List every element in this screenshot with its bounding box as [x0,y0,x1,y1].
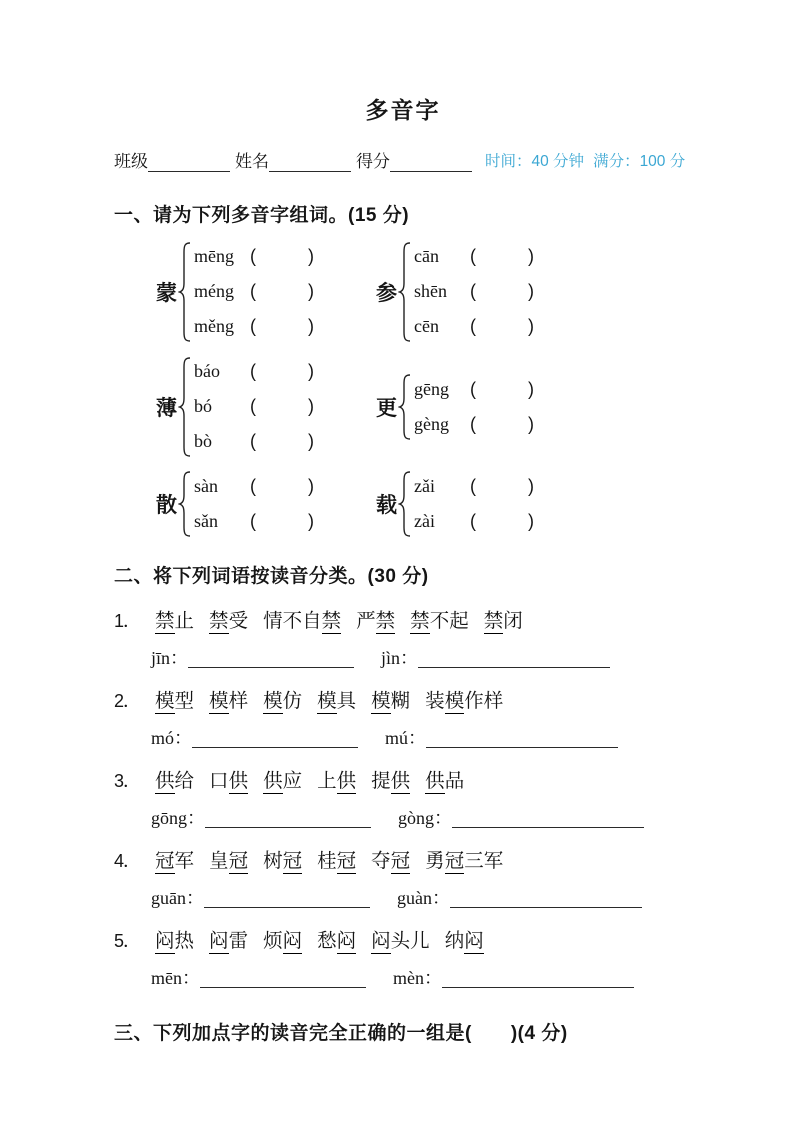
classification-items [114,605,692,988]
answer-line [151,968,692,988]
polyphone-group [376,372,692,442]
answer-paren-open: ( [250,396,256,416]
reading-row [194,239,314,274]
underlined-char: 禁 [155,610,175,632]
answer-paren-close: ) [528,511,534,531]
classification-item [114,765,692,828]
word [356,605,395,633]
answer-paren-open: ( [250,361,256,381]
reading-row [194,469,314,504]
underlined-char: 闷 [155,930,175,952]
word [263,685,302,713]
pinyin-label: mú： [385,728,427,748]
char: 烦 [263,930,283,952]
classification-item [114,845,692,908]
pinyin-reading: měng [194,316,234,336]
char: 皇 [209,850,229,872]
underlined-char: 模 [371,690,391,712]
word [209,845,248,873]
student-info-row [114,151,692,172]
underlined-char: 闷 [464,930,484,952]
readings-column [414,469,534,539]
pinyin-reading: zài [414,511,435,531]
word [484,605,523,633]
polyphone-group [376,469,692,539]
char: 具 [336,690,357,712]
underlined-char: 模 [209,690,229,712]
underlined-char: 冠 [228,850,249,872]
char: 样 [483,690,504,712]
char: 应 [282,770,303,792]
answer-paren-open: ( [250,246,256,266]
char: 热 [174,930,195,952]
pinyin-reading: bò [194,431,212,451]
pinyin-label: jìn： [381,648,419,668]
pinyin-label: jīn： [151,648,189,668]
word [425,765,464,793]
answer-paren-close: ) [308,511,314,531]
word [371,845,410,873]
answer-paren-close: ) [308,396,314,416]
underlined-char: 闷 [282,930,303,952]
answer-paren-open: ( [470,511,476,531]
score-blank [390,152,472,172]
pinyin-reading: cān [414,246,439,266]
polyphone-character: 蒙 [156,281,177,305]
answer-blank [418,650,610,668]
underlined-char: 供 [263,770,283,792]
polyphone-groups-grid [156,239,692,539]
underlined-char: 闷 [209,930,229,952]
reading-row [414,309,534,344]
reading-row [414,274,534,309]
word [263,925,302,953]
pinyin-reading: méng [194,281,234,301]
char: 树 [263,850,283,872]
char: 品 [444,770,465,792]
char: 桂 [317,850,337,872]
polyphone-character: 载 [376,494,397,517]
pinyin-label: mèn： [393,968,442,988]
word [155,685,194,713]
brace-icon [178,357,191,457]
answer-blank [200,970,366,988]
polyphone-group [156,239,376,344]
score-label: 得分 [356,152,390,171]
underlined-char: 供 [228,770,249,792]
answer-paren-close: ) [528,246,534,266]
pinyin-reading: sàn [194,476,218,496]
answer-paren-close: ) [528,281,534,301]
reading-row [194,274,314,309]
word-list [114,605,692,633]
underlined-char: 禁 [321,610,342,632]
exam-note [485,151,685,172]
word-list [114,765,692,793]
pinyin-reading: gèng [414,413,449,434]
pinyin-reading: mēng [194,246,234,266]
word [317,765,356,793]
word [317,845,356,873]
char: 上 [317,770,337,792]
char: 受 [228,610,249,632]
readings-column [414,239,534,344]
underlined-char: 供 [155,770,175,792]
item-number: 4． [114,851,141,871]
word [155,605,194,633]
answer-paren-open: ( [470,476,476,496]
word [425,845,503,873]
pinyin-reading: gēng [414,378,449,399]
pinyin-label: gòng： [398,808,452,828]
word-list [114,685,692,713]
underlined-char: 模 [155,690,175,712]
worksheet-content [114,0,692,1045]
answer-paren-close: ) [308,361,314,381]
char: 闭 [503,610,523,632]
answer-blank [452,810,644,828]
answer-paren-open: ( [470,378,476,399]
polyphone-group [156,469,376,539]
char: 严 [356,610,376,632]
polyphone-character: 薄 [156,396,177,420]
word [317,925,356,953]
reading-row [194,424,314,459]
underlined-char: 冠 [390,850,411,872]
reading-row [414,504,534,539]
underlined-char: 冠 [336,850,357,872]
name-field [235,152,351,172]
underlined-char: 冠 [444,850,465,872]
section3-heading: 三、下列加点字的读音完全正确的一组是( )(4 分) [114,1023,568,1044]
answer-blank [426,730,618,748]
word [445,925,484,953]
word [263,605,341,633]
score-field [356,152,472,172]
answer-paren-open: ( [250,431,256,451]
word [371,685,410,713]
answer-paren-close: ) [308,476,314,496]
pinyin-reading: cēn [414,316,439,336]
word [371,925,430,953]
underlined-char: 模 [263,690,283,712]
word [209,605,248,633]
reading-row [414,407,534,442]
name-blank [269,152,351,172]
answer-paren-open: ( [470,413,476,434]
char: 三 [464,850,484,872]
answer-paren-close: ) [528,476,534,496]
full-score-note: 满分：100 分 [593,153,686,170]
answer-blank [450,890,642,908]
char: 军 [174,850,195,872]
reading-row [194,389,314,424]
brace-icon [178,242,191,342]
answer-paren-open: ( [470,316,476,336]
char: 夺 [371,850,391,872]
answer-line [151,648,692,668]
underlined-char: 模 [317,690,337,712]
answer-paren-open: ( [250,281,256,301]
answer-blank [192,730,358,748]
brace-icon [398,471,411,537]
item-number: 3． [114,771,141,791]
char: 自 [302,610,322,632]
underlined-char: 供 [425,770,445,792]
polyphone-character: 参 [376,281,397,305]
answer-paren-open: ( [250,511,256,531]
word-list [114,845,692,873]
reading-row [194,504,314,539]
word [155,765,194,793]
readings-column [194,354,314,459]
word [209,765,248,793]
word [155,845,194,873]
word [155,925,194,953]
char: 止 [174,610,195,632]
answer-paren-open: ( [470,246,476,266]
answer-paren-close: ) [308,316,314,336]
brace-icon [398,242,411,342]
word [263,845,302,873]
pinyin-label: mēn： [151,968,200,988]
pinyin-reading: sǎn [194,511,218,531]
readings-column [194,239,314,344]
section1-heading: 一、请为下列多音字组词。(15 分) [114,205,410,226]
reading-row [194,354,314,389]
char: 样 [228,690,249,712]
pinyin-reading: zǎi [414,476,435,496]
char: 愁 [317,930,337,952]
char: 不 [429,610,450,632]
answer-blank [442,970,634,988]
section2-heading: 二、将下列词语按读音分类。(30 分) [114,566,429,587]
class-blank [148,152,230,172]
underlined-char: 禁 [375,610,396,632]
char: 口 [209,770,229,792]
word [410,605,469,633]
char: 军 [483,850,504,872]
word [263,765,302,793]
polyphone-character: 更 [376,396,397,420]
item-number: 2． [114,691,141,711]
underlined-char: 禁 [410,610,430,632]
answer-paren-close: ) [308,431,314,451]
reading-row [414,239,534,274]
char: 纳 [444,930,465,952]
underlined-char: 禁 [209,610,229,632]
answer-paren-close: ) [308,246,314,266]
answer-line [151,808,692,828]
pinyin-label: guān： [151,888,204,908]
readings-column [414,372,534,442]
word [371,765,410,793]
underlined-char: 模 [444,690,465,712]
char: 雷 [228,930,249,952]
char: 糊 [390,690,411,712]
answer-paren-open: ( [250,316,256,336]
answer-line [151,728,692,748]
char: 勇 [425,850,445,872]
word [209,685,248,713]
answer-blank [205,810,371,828]
polyphone-group [376,239,692,344]
underlined-char: 禁 [483,610,504,632]
word [425,685,503,713]
answer-blank [188,650,354,668]
time-note: 时间：40 分钟 [485,153,585,170]
brace-icon [178,471,191,537]
answer-paren-close: ) [528,316,534,336]
answer-paren-close: ) [528,378,534,399]
underlined-char: 供 [336,770,357,792]
underlined-char: 冠 [155,850,175,872]
char: 型 [174,690,195,712]
pinyin-label: mó： [151,728,193,748]
answer-paren-close: ) [528,413,534,434]
underlined-char: 冠 [282,850,303,872]
class-label: 班级 [114,152,148,171]
classification-item [114,605,692,668]
item-number: 1． [114,611,141,631]
char: 提 [371,770,391,792]
underlined-char: 供 [390,770,411,792]
underlined-char: 闷 [336,930,357,952]
char: 不 [282,610,303,632]
name-label: 姓名 [235,152,269,171]
underlined-char: 闷 [371,930,391,952]
brace-icon [398,374,411,440]
pinyin-reading: shēn [414,281,447,301]
readings-column [194,469,314,539]
polyphone-character: 散 [156,494,177,517]
char: 头 [390,930,411,952]
classification-item [114,685,692,748]
reading-row [414,469,534,504]
item-number: 5． [114,931,141,951]
answer-paren-close: ) [308,281,314,301]
char: 起 [449,610,469,632]
char: 作 [464,690,484,712]
char: 装 [425,690,445,712]
pinyin-label: gōng： [151,808,205,828]
answer-line [151,888,692,908]
pinyin-reading: bó [194,396,212,416]
answer-paren-open: ( [470,281,476,301]
word-list [114,925,692,953]
classification-item [114,925,692,988]
pinyin-reading: báo [194,361,220,381]
char: 情 [263,610,283,632]
reading-row [414,372,534,407]
page-title: 多音字 [365,97,441,123]
answer-blank [204,890,370,908]
word [209,925,248,953]
answer-paren-open: ( [250,476,256,496]
char: 儿 [410,930,430,952]
class-field [114,152,230,172]
word [317,685,356,713]
reading-row [194,309,314,344]
char: 给 [174,770,195,792]
pinyin-label: guàn： [397,888,450,908]
char: 仿 [282,690,303,712]
polyphone-group [156,354,376,459]
